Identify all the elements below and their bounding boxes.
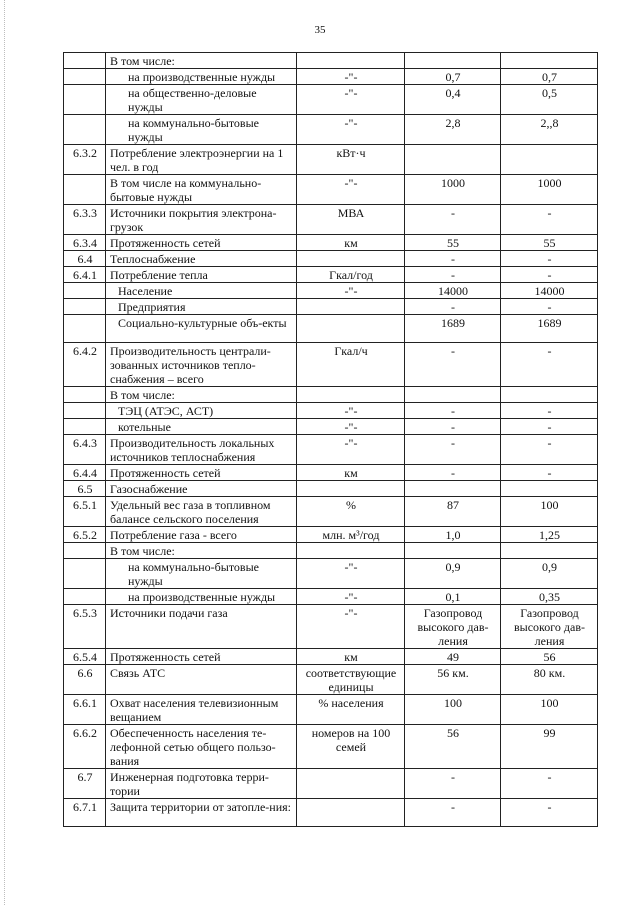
value-current-cell: 1689 [405,315,501,343]
table-row [64,435,598,465]
unit-cell: -"- [297,283,405,299]
row-code-cell: 6.4.4 [64,465,106,481]
unit-cell: кВт·ч [297,145,405,175]
unit-cell [297,769,405,799]
table-body [64,53,598,827]
indicator-cell: Производительность централи-зованных источников тепло-снабжения – всего [106,343,297,387]
unit-cell [297,481,405,497]
row-code-cell: 6.6.2 [64,725,106,769]
row-code-cell [64,559,106,589]
unit-cell [297,251,405,267]
value-target-cell: 0,7 [501,69,598,85]
value-current-cell: - [405,251,501,267]
table-row [64,665,598,695]
table-row [64,725,598,769]
value-current-cell: 0,9 [405,559,501,589]
value-current-cell [405,543,501,559]
unit-cell: % [297,497,405,527]
unit-cell: км [297,465,405,481]
row-code-cell [64,315,106,343]
row-code-cell [64,387,106,403]
indicator-cell: Инженерная подготовка терри-тории [106,769,297,799]
row-code-cell [64,53,106,69]
row-code-cell: 6.3.2 [64,145,106,175]
unit-cell: -"- [297,85,405,115]
unit-cell: Гкал/год [297,267,405,283]
value-current-cell: - [405,769,501,799]
row-code-cell [64,589,106,605]
value-target-cell: 2,,8 [501,115,598,145]
unit-cell: -"- [297,419,405,435]
table-row [64,283,598,299]
table-row [64,205,598,235]
row-code-cell [64,283,106,299]
indicators-table [63,52,598,827]
table-row [64,497,598,527]
row-code-cell [64,299,106,315]
unit-cell: -"- [297,435,405,465]
row-code-cell: 6.4 [64,251,106,267]
value-target-cell: Газопровод высокого дав-ления [501,605,598,649]
indicator-cell: на производственные нужды [106,589,297,605]
unit-cell: МВА [297,205,405,235]
value-target-cell: 1000 [501,175,598,205]
value-target-cell: 100 [501,497,598,527]
value-target-cell: - [501,435,598,465]
table-row [64,251,598,267]
value-current-cell: 1000 [405,175,501,205]
row-code-cell: 6.7 [64,769,106,799]
value-current-cell: - [405,205,501,235]
value-current-cell: 0,4 [405,85,501,115]
value-target-cell [501,543,598,559]
indicator-cell: В том числе на коммунально-бытовые нужды [106,175,297,205]
table-row [64,115,598,145]
unit-cell [297,543,405,559]
value-current-cell: 14000 [405,283,501,299]
value-target-cell: - [501,267,598,283]
indicator-cell: В том числе: [106,543,297,559]
unit-cell: -"- [297,605,405,649]
row-code-cell: 6.5.3 [64,605,106,649]
indicator-cell: Потребление электроэнергии на 1 чел. в год [106,145,297,175]
table-row [64,343,598,387]
value-current-cell: - [405,799,501,827]
value-target-cell: - [501,769,598,799]
value-target-cell [501,387,598,403]
table-row [64,543,598,559]
table-row [64,235,598,251]
row-code-cell: 6.5.4 [64,649,106,665]
value-target-cell: - [501,343,598,387]
value-target-cell: 1689 [501,315,598,343]
value-current-cell: 87 [405,497,501,527]
table-row [64,589,598,605]
row-code-cell: 6.4.1 [64,267,106,283]
table-row [64,299,598,315]
unit-cell: -"- [297,589,405,605]
table-row [64,175,598,205]
row-code-cell: 6.3.4 [64,235,106,251]
row-code-cell: 6.4.3 [64,435,106,465]
indicator-cell: Протяженность сетей [106,465,297,481]
unit-cell [297,299,405,315]
value-target-cell: 80 км. [501,665,598,695]
unit-cell [297,53,405,69]
value-current-cell: 0,7 [405,69,501,85]
value-target-cell: - [501,299,598,315]
row-code-cell: 6.5 [64,481,106,497]
value-current-cell [405,145,501,175]
indicator-cell: Источники подачи газа [106,605,297,649]
value-current-cell [405,53,501,69]
row-code-cell [64,175,106,205]
indicator-cell: Защита территории от затопле-ния: [106,799,297,827]
row-code-cell [64,543,106,559]
value-target-cell: 1,25 [501,527,598,543]
indicator-cell: Протяженность сетей [106,649,297,665]
value-current-cell: - [405,465,501,481]
indicator-cell: Производительность локальных источников теплоснабжения [106,435,297,465]
value-target-cell [501,145,598,175]
unit-cell: -"- [297,69,405,85]
row-code-cell: 6.4.2 [64,343,106,387]
unit-cell [297,387,405,403]
unit-cell: -"- [297,403,405,419]
table-row [64,267,598,283]
unit-cell: % населения [297,695,405,725]
unit-cell: -"- [297,115,405,145]
unit-cell: -"- [297,559,405,589]
indicator-cell: Источники покрытия электрона-грузок [106,205,297,235]
indicator-cell: на общественно-деловые нужды [106,85,297,115]
value-current-cell: Газопровод высокого дав-ления [405,605,501,649]
row-code-cell: 6.3.3 [64,205,106,235]
indicator-cell: Предприятия [106,299,297,315]
value-current-cell [405,481,501,497]
indicator-cell: Связь АТС [106,665,297,695]
table-row [64,527,598,543]
indicator-cell: Охват населения телевизионным вещанием [106,695,297,725]
indicator-cell: на производственные нужды [106,69,297,85]
unit-cell: Гкал/ч [297,343,405,387]
value-target-cell [501,53,598,69]
table-row [64,53,598,69]
table-row [64,559,598,589]
indicator-cell: Население [106,283,297,299]
indicator-cell: на коммунально-бытовые нужды [106,559,297,589]
row-code-cell [64,69,106,85]
value-target-cell: - [501,205,598,235]
row-code-cell: 6.6.1 [64,695,106,725]
table-row [64,481,598,497]
table-row [64,419,598,435]
unit-cell: соответствующие единицы [297,665,405,695]
value-target-cell: - [501,403,598,419]
value-current-cell: 56 [405,725,501,769]
row-code-cell [64,85,106,115]
indicator-cell: Потребление тепла [106,267,297,283]
value-current-cell: 55 [405,235,501,251]
table-row [64,403,598,419]
unit-cell: -"- [297,175,405,205]
value-current-cell: 1,0 [405,527,501,543]
table-row [64,315,598,343]
value-current-cell: 49 [405,649,501,665]
row-code-cell [64,419,106,435]
value-target-cell: 56 [501,649,598,665]
value-target-cell: 0,35 [501,589,598,605]
value-target-cell: - [501,251,598,267]
table-row [64,465,598,481]
indicator-cell: Потребление газа - всего [106,527,297,543]
table-row [64,145,598,175]
value-target-cell: - [501,799,598,827]
row-code-cell: 6.5.2 [64,527,106,543]
row-code-cell: 6.6 [64,665,106,695]
value-current-cell: - [405,403,501,419]
value-target-cell: 100 [501,695,598,725]
value-current-cell: 2,8 [405,115,501,145]
value-target-cell: 55 [501,235,598,251]
table-row [64,695,598,725]
row-code-cell: 6.5.1 [64,497,106,527]
value-current-cell: - [405,299,501,315]
value-current-cell [405,387,501,403]
value-target-cell: - [501,419,598,435]
value-current-cell: - [405,343,501,387]
page-number: 35 [314,24,326,36]
unit-cell: номеров на 100 семей [297,725,405,769]
value-current-cell: 0,1 [405,589,501,605]
table-row [64,799,598,827]
row-code-cell: 6.7.1 [64,799,106,827]
table-row [64,85,598,115]
indicator-cell: ТЭЦ (АТЭС, АСТ) [106,403,297,419]
value-target-cell: 0,9 [501,559,598,589]
scan-edge [0,0,5,905]
table-row [64,769,598,799]
indicator-cell: Социально-культурные объ-екты [106,315,297,343]
value-current-cell: 100 [405,695,501,725]
value-target-cell [501,481,598,497]
value-target-cell: 0,5 [501,85,598,115]
value-target-cell: - [501,465,598,481]
row-code-cell [64,115,106,145]
table-row [64,605,598,649]
indicator-cell: котельные [106,419,297,435]
value-current-cell: - [405,419,501,435]
unit-cell: км [297,649,405,665]
indicator-cell: Удельный вес газа в топливном балансе сельского поселения [106,497,297,527]
table-row [64,387,598,403]
indicator-cell: В том числе: [106,387,297,403]
value-current-cell: - [405,435,501,465]
indicator-cell: Теплоснабжение [106,251,297,267]
unit-cell [297,799,405,827]
unit-cell [297,315,405,343]
value-current-cell: - [405,267,501,283]
table-row [64,649,598,665]
value-target-cell: 99 [501,725,598,769]
value-current-cell: 56 км. [405,665,501,695]
unit-cell: млн. м³/год [297,527,405,543]
indicator-cell: на коммунально-бытовые нужды [106,115,297,145]
indicator-cell: Обеспеченность населения те-лефонной сетью общего пользо-вания [106,725,297,769]
row-code-cell [64,403,106,419]
value-target-cell: 14000 [501,283,598,299]
indicator-cell: Протяженность сетей [106,235,297,251]
indicator-cell: Газоснабжение [106,481,297,497]
indicator-cell: В том числе: [106,53,297,69]
table-row [64,69,598,85]
unit-cell: км [297,235,405,251]
